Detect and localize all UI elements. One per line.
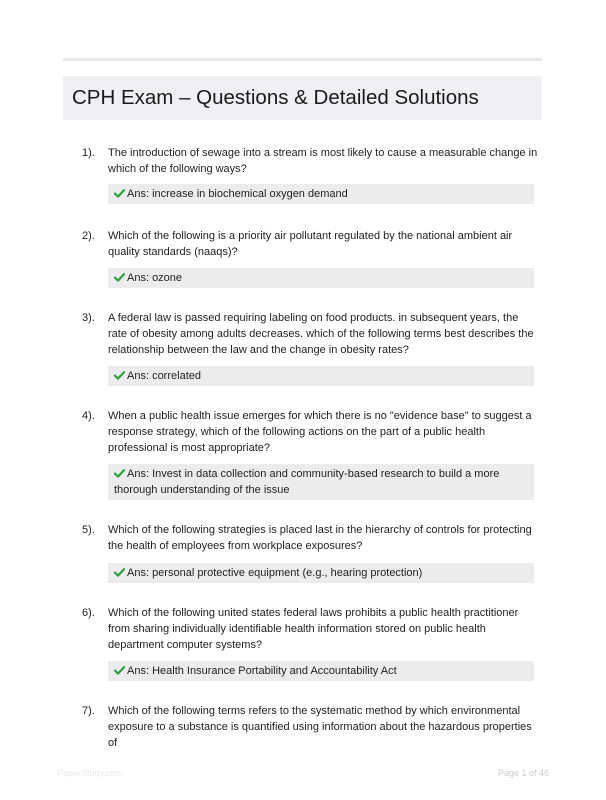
- question-text: Which of the following united states federal laws prohibits a public health practitioner from sharing individually identifiable health information stored on public health department computer systems?: [108, 607, 519, 651]
- question-number: 1).: [82, 147, 95, 159]
- check-icon: [114, 469, 125, 478]
- question-number: 2).: [82, 230, 95, 242]
- answer-text: Ans: Health Insurance Portability and Accountability Act: [127, 665, 397, 677]
- question-number: 4).: [82, 410, 95, 422]
- check-icon: [114, 273, 125, 282]
- answer-box: [108, 563, 534, 583]
- question-text: Which of the following strategies is placed last in the hierarchy of controls for protecting the health of employees from workplace exposures?: [108, 524, 532, 552]
- question-number: 7).: [82, 705, 95, 717]
- answer-box: [108, 661, 534, 681]
- question-text: Which of the following terms refers to the systematic method by which environmental exposure to a substance is quantified using information about the hazardous properties of: [108, 705, 532, 749]
- question-number: 6).: [82, 607, 95, 619]
- footer-site-name: PaperStudy.com: [57, 768, 123, 778]
- answer-box: [108, 184, 534, 204]
- question-number: 5).: [82, 524, 95, 536]
- check-icon: [114, 568, 125, 577]
- answer-text: Ans: increase in biochemical oxygen demand: [127, 188, 348, 200]
- answer-box: [108, 464, 534, 500]
- question-text: The introduction of sewage into a stream is most likely to cause a measurable change in which of the following ways?: [108, 147, 538, 175]
- answer-text: Ans: Invest in data collection and community-based research to build a more thorough understanding of the issue: [114, 468, 500, 496]
- answer-box: [108, 268, 534, 288]
- question-text: A federal law is passed requiring labeling on food products. in subsequent years, the rate of obesity among adults decreases. which of the following terms best describes the relationship between the law and the change in obesity rates?: [108, 312, 534, 356]
- check-icon: [114, 371, 125, 380]
- page-number: Page 1 of 46: [497, 768, 549, 778]
- answer-box: [108, 366, 534, 386]
- question-text: When a public health issue emerges for which there is no "evidence base" to suggest a response strategy, which of the following actions on the part of a public health professional is most appropriate?: [108, 410, 532, 454]
- document-title: CPH Exam – Questions & Detailed Solutions: [72, 86, 479, 109]
- check-icon: [114, 666, 125, 675]
- check-icon: [114, 189, 125, 198]
- question-text: Which of the following is a priority air pollutant regulated by the national ambient air quality standards (naaqs)?: [108, 230, 513, 258]
- question-number: 3).: [82, 312, 95, 324]
- answer-text: Ans: correlated: [127, 370, 201, 382]
- answer-text: Ans: ozone: [127, 272, 183, 284]
- answer-text: Ans: personal protective equipment (e.g., hearing protection): [127, 567, 423, 579]
